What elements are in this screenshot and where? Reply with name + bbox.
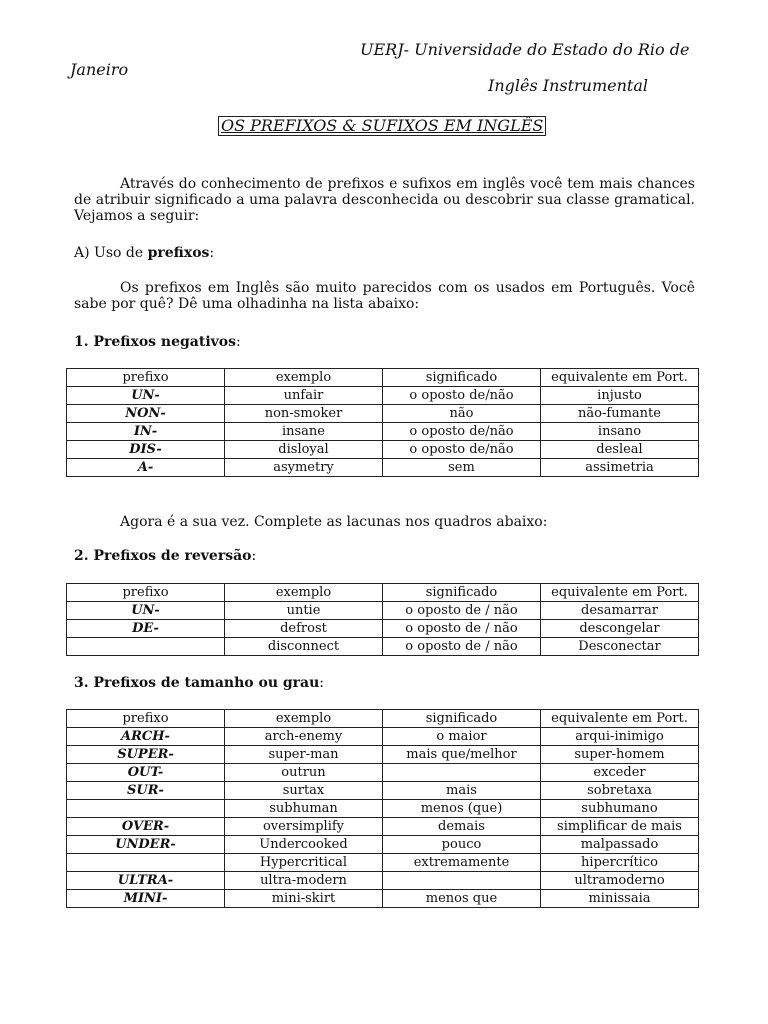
cell-portuguese: sobretaxa (541, 782, 699, 800)
cell-meaning: o oposto de/não (383, 423, 541, 441)
table-row (67, 728, 699, 746)
cell-example: disconnect (225, 638, 383, 656)
cell-meaning: mais que/melhor (383, 746, 541, 764)
prefixes-paragraph: Os prefixos em Inglês são muito parecidos com os usados em Português. Você sabe por quê? Dê uma olhadinha na lista abaixo: (74, 280, 695, 312)
cell-portuguese: assimetria (541, 459, 699, 477)
cell-example: disloyal (225, 441, 383, 459)
cell-portuguese: desamarrar (541, 602, 699, 620)
cell-portuguese: hipercrítico (541, 854, 699, 872)
cell-example: defrost (225, 620, 383, 638)
section-a-label (74, 245, 214, 261)
cell-meaning: pouco (383, 836, 541, 854)
table-row (67, 872, 699, 890)
cell-example: super-man (225, 746, 383, 764)
table-header-row (67, 584, 699, 602)
cell-portuguese: subhumano (541, 800, 699, 818)
cell-meaning: menos que (383, 890, 541, 908)
header-example: exemplo (225, 710, 383, 728)
cell-prefix: OVER- (67, 818, 225, 836)
cell-example: asymetry (225, 459, 383, 477)
cell-example: Undercooked (225, 836, 383, 854)
exercise-paragraph: Agora é a sua vez. Complete as lacunas nos quadros abaixo: (120, 514, 548, 530)
cell-prefix (67, 638, 225, 656)
cell-meaning: sem (383, 459, 541, 477)
table-header-row (67, 369, 699, 387)
section3-label: 3. Prefixos de tamanho ou grau: (74, 675, 325, 691)
cell-prefix (67, 800, 225, 818)
cell-meaning (383, 872, 541, 890)
cell-meaning: o oposto de/não (383, 387, 541, 405)
header-prefix: prefixo (67, 584, 225, 602)
table-row (67, 854, 699, 872)
cell-prefix: NON- (67, 405, 225, 423)
header-university-cont: Janeiro (70, 60, 129, 79)
cell-meaning: mais (383, 782, 541, 800)
header-portuguese: equivalente em Port. (541, 584, 699, 602)
cell-portuguese: injusto (541, 387, 699, 405)
cell-meaning: o oposto de / não (383, 602, 541, 620)
cell-example: subhuman (225, 800, 383, 818)
cell-prefix (67, 854, 225, 872)
cell-portuguese: insano (541, 423, 699, 441)
table-row (67, 459, 699, 477)
section-a-suffix: : (209, 245, 215, 261)
cell-example: oversimplify (225, 818, 383, 836)
table-row (67, 602, 699, 620)
cell-example: Hypercritical (225, 854, 383, 872)
table-row (67, 818, 699, 836)
cell-prefix: A- (67, 459, 225, 477)
header-meaning: significado (383, 369, 541, 387)
cell-meaning: demais (383, 818, 541, 836)
cell-portuguese: simplificar de mais (541, 818, 699, 836)
cell-prefix: SUR- (67, 782, 225, 800)
cell-prefix: IN- (67, 423, 225, 441)
header-meaning: significado (383, 710, 541, 728)
cell-portuguese: Desconectar (541, 638, 699, 656)
header-portuguese: equivalente em Port. (541, 710, 699, 728)
cell-meaning: extremamente (383, 854, 541, 872)
page-title: OS PREFIXOS & SUFIXOS EM INGLÊS (218, 116, 546, 136)
header-meaning: significado (383, 584, 541, 602)
cell-meaning: o oposto de / não (383, 620, 541, 638)
table-row (67, 441, 699, 459)
cell-prefix: OUT- (67, 764, 225, 782)
cell-portuguese: super-homem (541, 746, 699, 764)
header-prefix: prefixo (67, 369, 225, 387)
cell-portuguese: ultramoderno (541, 872, 699, 890)
cell-prefix: MINI- (67, 890, 225, 908)
cell-example: mini-skirt (225, 890, 383, 908)
table-row (67, 387, 699, 405)
cell-meaning: menos (que) (383, 800, 541, 818)
cell-example: ultra-modern (225, 872, 383, 890)
cell-example: outrun (225, 764, 383, 782)
cell-meaning (383, 764, 541, 782)
table-row (67, 405, 699, 423)
section2-title: 2. Prefixos de reversão (74, 548, 252, 564)
cell-example: unfair (225, 387, 383, 405)
cell-portuguese: minissaia (541, 890, 699, 908)
table-row (67, 746, 699, 764)
table-row (67, 890, 699, 908)
cell-prefix: UNDER- (67, 836, 225, 854)
cell-example: arch-enemy (225, 728, 383, 746)
section2-label: 2. Prefixos de reversão: (74, 548, 257, 564)
section1-title: 1. Prefixos negativos (74, 334, 237, 350)
cell-prefix: DIS- (67, 441, 225, 459)
section3-title: 3. Prefixos de tamanho ou grau (74, 675, 320, 691)
cell-example: surtax (225, 782, 383, 800)
header-example: exemplo (225, 584, 383, 602)
cell-prefix: ULTRA- (67, 872, 225, 890)
cell-prefix: DE- (67, 620, 225, 638)
table-row (67, 782, 699, 800)
header-prefix: prefixo (67, 710, 225, 728)
cell-portuguese: exceder (541, 764, 699, 782)
table-header-row (67, 710, 699, 728)
intro-paragraph: Através do conhecimento de prefixos e sufixos em inglês você tem mais chances de atribuir significado a uma palavra desconhecida ou descobrir sua classe gramatical. Vejamos a seguir: (74, 176, 695, 224)
header-university: UERJ- Universidade do Estado do Rio de (360, 40, 690, 59)
cell-example: non-smoker (225, 405, 383, 423)
reversal-prefixes-table (66, 583, 699, 656)
cell-portuguese: não-fumante (541, 405, 699, 423)
section1-label: 1. Prefixos negativos: (74, 334, 241, 350)
cell-example: insane (225, 423, 383, 441)
table-row (67, 836, 699, 854)
cell-portuguese: arqui-inimigo (541, 728, 699, 746)
cell-prefix: SUPER- (67, 746, 225, 764)
table-row (67, 620, 699, 638)
cell-meaning: o maior (383, 728, 541, 746)
cell-prefix: UN- (67, 387, 225, 405)
section-a-bold: prefixos (147, 245, 210, 261)
cell-meaning: o oposto de/não (383, 441, 541, 459)
header-course: Inglês Instrumental (488, 76, 648, 95)
header-example: exemplo (225, 369, 383, 387)
table-row (67, 800, 699, 818)
section-a-prefix: A) Uso de (74, 245, 148, 261)
cell-prefix: UN- (67, 602, 225, 620)
negative-prefixes-table (66, 368, 699, 477)
degree-prefixes-table (66, 709, 699, 908)
table-row (67, 638, 699, 656)
cell-prefix: ARCH- (67, 728, 225, 746)
cell-portuguese: malpassado (541, 836, 699, 854)
cell-portuguese: descongelar (541, 620, 699, 638)
cell-meaning: não (383, 405, 541, 423)
cell-portuguese: desleal (541, 441, 699, 459)
table-row (67, 423, 699, 441)
cell-meaning: o oposto de / não (383, 638, 541, 656)
header-portuguese: equivalente em Port. (541, 369, 699, 387)
cell-example: untie (225, 602, 383, 620)
table-row (67, 764, 699, 782)
